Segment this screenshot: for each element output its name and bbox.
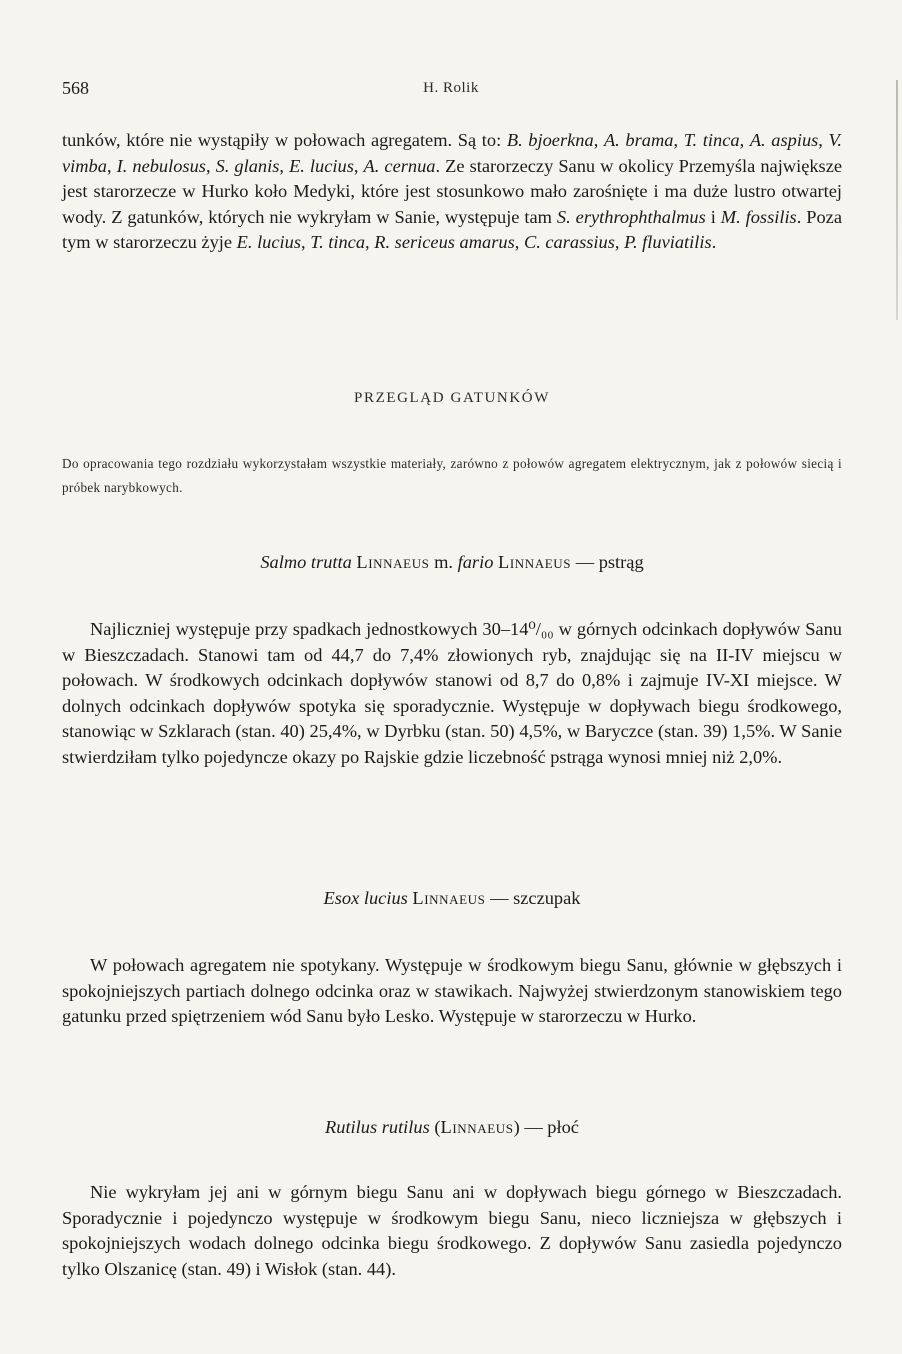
species-name: V. vimba [62, 130, 843, 176]
species-text-rutilus-rutilus: Nie wykryłam jej ani w górnym biegu Sanu ani w dopływach biegu górnego w Bieszczadach. Sporadycznie i pojedynczo występuje w środkowym biegu Sanu, nieco liczniejsza w głębszych i spokojniejszych wodach dolnego odcinka biegu środkowego. Z dopływów Sanu zasiedla pojedynczo tylko Olszanicę (stan. 49) i Wisłok (stan. 44). [62, 1182, 842, 1279]
species-text-salmo-trutta: Najliczniej występuje przy spadkach jednostkowych 30–14⁰/₀₀ w górnych odcinkach dopływów Sanu w Bieszczadach. Stanowi tam od 44,7 do 7,4% złowionych ryb, znajdując się na II-IV miejscu w połowach. W środkowych odcinkach dopływów stanowi od 8,7 do 0,8% i zajmuje IV-XI miejsce. W dolnych odcinkach dopływów spotyka się sporadycznie. Występuje w dopływach biegu środkowego, stanowiąc w Szklarach (stan. 40) 25,4%, w Dyrbku (stan. 50) 4,5%, w Baryczce (stan. 39) 1,5%. W Sanie stwierdziłam tylko pojedyncze okazy po Rajskie gdzie liczebność pstrąga wynosi mniej niż 2,0%. [62, 619, 842, 767]
species-name: A. cernua [363, 155, 436, 176]
species-name: M. fossilis [720, 206, 797, 227]
species-heading-rutilus-rutilus: Rutilus rutilus (Linnaeus) — płoć [325, 1117, 579, 1137]
species-name: A. brama [603, 130, 674, 150]
species-name: P. fluviatilis [624, 232, 712, 252]
species-name: E. lucius [289, 155, 354, 176]
species-heading-salmo-trutta: Salmo trutta Linnaeus m. fario Linnaeus — pstrąg [260, 552, 644, 572]
running-head [62, 78, 840, 102]
page-edge-shadow [896, 80, 898, 320]
section-note: Do opracowania tego rozdziału wykorzystałam wszystkie materiały, zarówno z połowów agregatem elektrycznym, jak z połowów siecią i próbek narybkowych. [62, 456, 842, 495]
species-name: S. erythrophthalmus [556, 206, 706, 227]
species-name: S. glanis [215, 155, 280, 176]
species-name: T. tinca [310, 232, 366, 252]
species-name: B. bjoerkna [506, 130, 594, 150]
intro-paragraph: tunków, które nie wystąpiły w połowach agregatem. Są to: B. bjoerkna, A. brama, T. tinca, A. aspius, V. vimba, I. nebulosus, S. glanis, E. lucius, A. cernua. Ze starorzeczy Sanu w okolicy Przemyśla największe jest starorzecze w Hurko koło Medyki, które jest stosunkowo mało zarośnięte i ma duże lustro otwartej wody. Z gatunków, których nie wykryłam w Sanie, występuje tam S. erythrophthalmus i M. fossilis. Poza tym w starorzeczu żyje E. lucius, T. tinca, R. sericeus amarus, C. carassius, P. fluviatilis. [62, 130, 843, 252]
species-name: T. tinca [683, 130, 740, 150]
species-name: I. nebulosus [116, 155, 206, 176]
running-title: H. Rolik [423, 80, 479, 96]
species-name: C. carassius [523, 232, 615, 252]
page-number: 568 [62, 78, 89, 98]
species-name: A. aspius [749, 130, 819, 150]
species-heading-esox-lucius: Esox lucius Linnaeus — szczupak [323, 888, 581, 908]
species-name: R. sericeus amarus [374, 232, 515, 252]
section-title: PRZEGLĄD GATUNKÓW [354, 390, 550, 406]
species-name: E. lucius [236, 232, 301, 252]
species-text-esox-lucius: W połowach agregatem nie spotykany. Występuje w środkowym biegu Sanu, głównie w głębszych i spokojniejszych partiach dolnego odcinka oraz w stawikach. Najwyżej stwierdzonym stanowiskiem tego gatunku przed spiętrzeniem wód Sanu było Lesko. Występuje w starorzeczu w Hurko. [62, 955, 842, 1026]
